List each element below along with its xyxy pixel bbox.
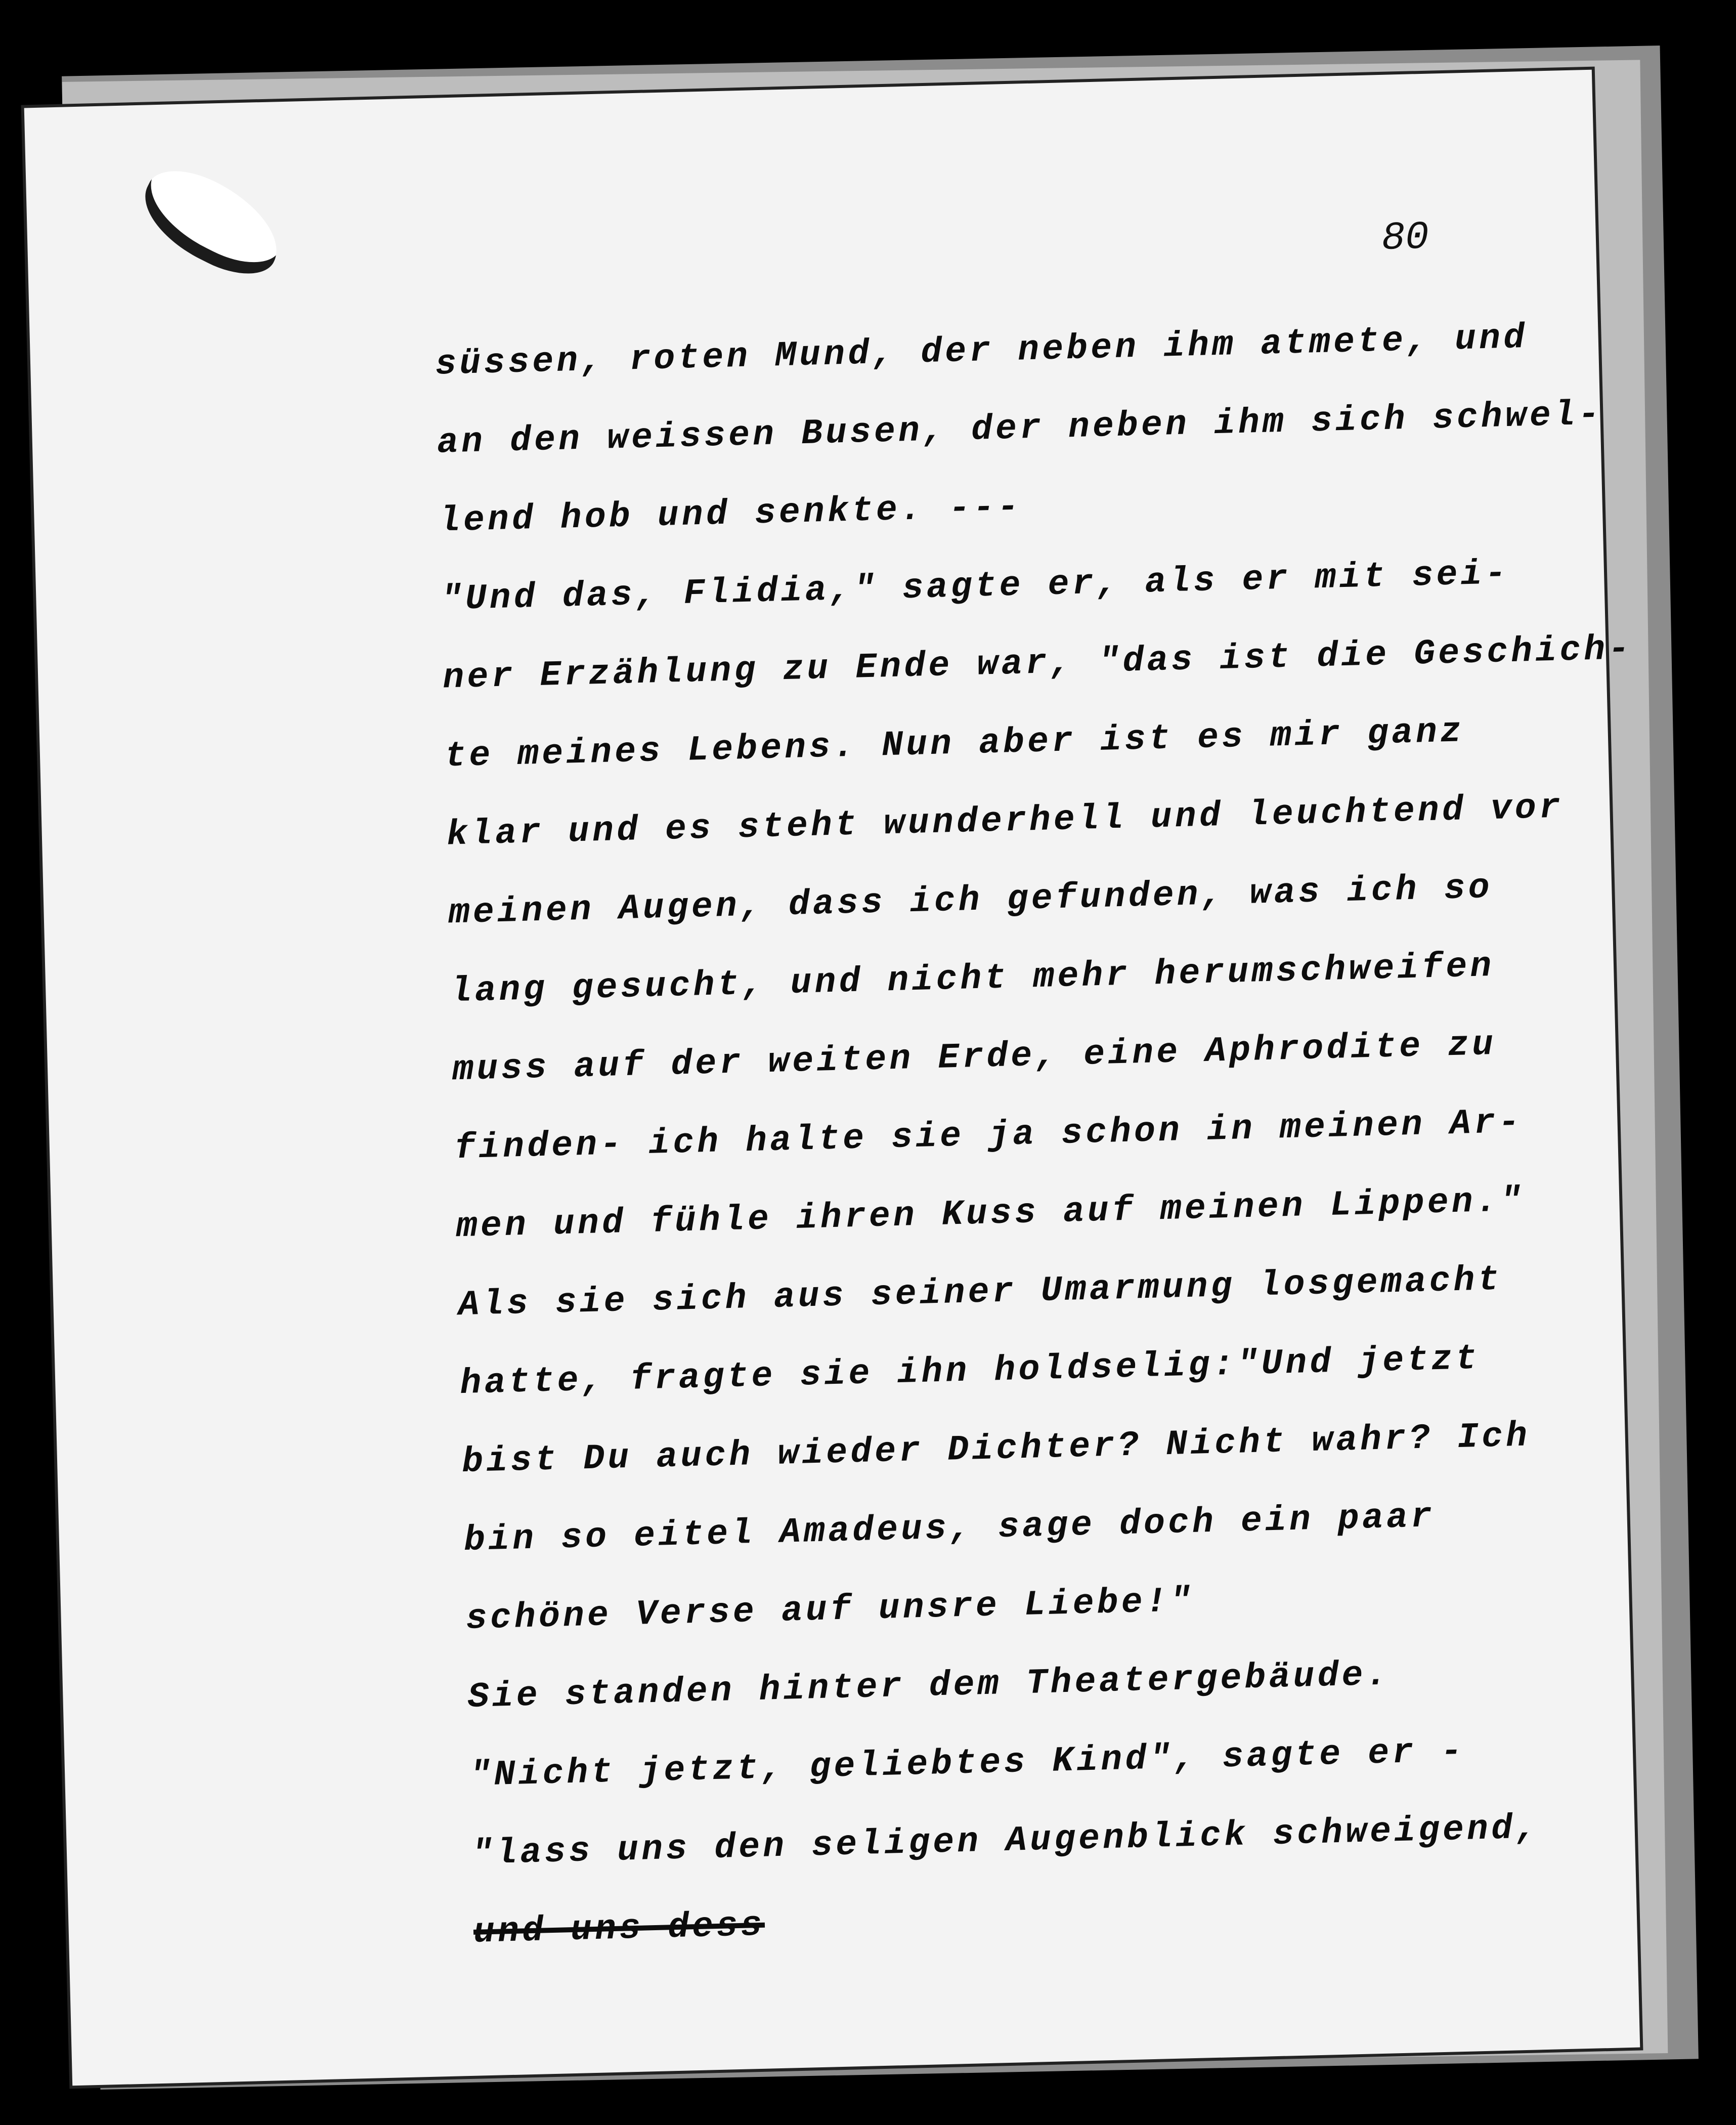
- typescript-page: [24, 70, 1640, 2086]
- text-line: muss auf der weiten Erde, eine Aphrodite zu: [452, 1025, 1497, 1091]
- text-line: finden- ich halte sie ja schon in meinen Ar-: [454, 1102, 1523, 1169]
- text-line: schöne Verse auf unsre Liebe!": [465, 1581, 1195, 1639]
- text-line: meinen Augen, dass ich gefunden, was ich so: [448, 868, 1493, 934]
- page-number: 80: [1381, 215, 1429, 261]
- text-line: men und fühle ihren Kuss auf meinen Lippen.": [456, 1181, 1525, 1248]
- torn-corner: [129, 155, 294, 289]
- text-line: hatte, fragte sie ihn holdselig:"Und jetzt: [459, 1339, 1481, 1405]
- text-line: an den weissen Busen, der neben ihm sich schwel-: [437, 395, 1603, 463]
- text-line: bist Du auch wieder Dichter? Nicht wahr? Ich: [461, 1416, 1531, 1483]
- text-line: klar und es steht wunderhell und leuchtend vor: [446, 788, 1564, 856]
- text-line: lend hob und senkte. ---: [438, 487, 1022, 542]
- text-line: bin so eitel Amadeus, sage doch ein paar: [463, 1497, 1436, 1561]
- text-line: "Nicht jetzt, geliebtes Kind", sagte er -: [469, 1731, 1466, 1796]
- text-line: ner Erzählung zu Ende war, "das ist die Geschich-: [442, 629, 1633, 699]
- text-line: Als sie sich aus seiner Umarmung losgemacht: [457, 1260, 1503, 1326]
- text-line: te meines Lebens. Nun aber ist es mir ganz: [444, 712, 1465, 777]
- text-line: süssen, roten Mund, der neben ihm atmete, und: [435, 318, 1528, 385]
- text-line: "Und das, Flidia," sagte er, als er mit sei-: [440, 554, 1510, 620]
- text-line: "lass uns den seligen Augenblick schweigend,: [471, 1808, 1540, 1875]
- typescript-text: [434, 298, 1633, 1972]
- struck-out-line: und uns dess: [473, 1905, 765, 1953]
- text-line: Sie standen hinter dem Theatergebäude.: [467, 1655, 1391, 1718]
- text-line: lang gesucht, und nicht mehr herumschweifen: [450, 946, 1495, 1012]
